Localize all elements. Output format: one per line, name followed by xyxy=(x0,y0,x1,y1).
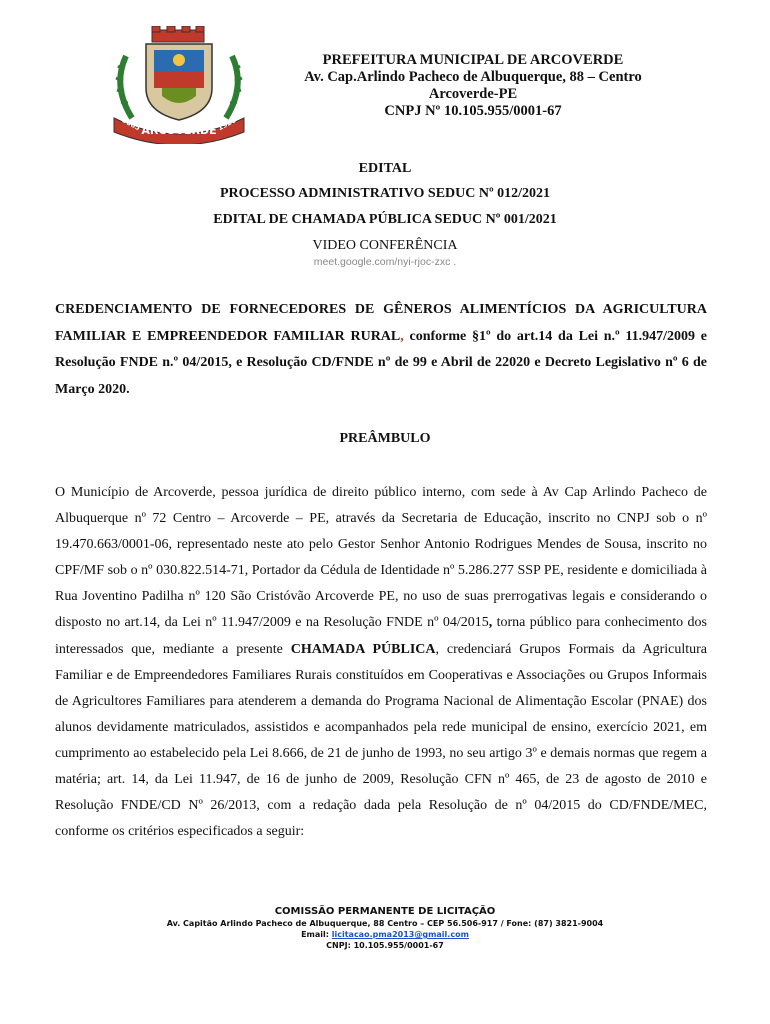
processo-title: PROCESSO ADMINISTRATIVO SEDUC Nº 012/2021 xyxy=(219,186,551,201)
letterhead-city: Arcoverde-PE xyxy=(428,86,518,102)
chamada-title: EDITAL DE CHAMADA PÚBLICA SEDUC Nº 001/2021 xyxy=(213,212,557,227)
credenciamento-part2: conforme §1º do art.14 da Lei n.º 11.947/2009 e Resolução FNDE n.º 04/2015, e Resolução CD/FNDE nº de 99 e Abril de 22020 e Decreto Legislativo nº 6 de Março 2020. xyxy=(55,328,707,397)
footer-email-label: Email: xyxy=(301,930,332,939)
coat-of-arms-icon xyxy=(104,26,254,144)
credenciamento-comma: , xyxy=(400,328,404,344)
preambulo-text-a: O Município de Arcoverde, pessoa jurídica de direito público interno, com sede à Av Cap Arlindo Pacheco de Albuquerque nº 72 Centro – Arcoverde – PE, através da Secretaria de Educação, inscrito no CNPJ sob o nº 19.470.663/0001-06, representado neste ato pelo Gestor Senhor Antonio Rodrigues Mendes de Sousa, inscrito no CPF/MF sob o nº 030.822.514-71, Portador da Cédula de Identidade nº 5.286.277 SSP PE, residente e domiciliada à Rua Joventino Padilha nº 120 São Cristóvão Arcoverde PE, no uso de suas prerrogativas legais e considerando o disposto no art.14, da Lei nº 11.947/2009 e na Resolução FNDE nº 04/2015 xyxy=(55,485,707,631)
preambulo-text-b: torna público para conhecimento dos interessados que, mediante a presente xyxy=(55,615,707,657)
preambulo-comma: , xyxy=(488,615,493,631)
credenciamento-part1: CREDENCIAMENTO DE FORNECEDORES DE GÊNEROS ALIMENTÍCIOS DA AGRICULTURA FAMILIAR E EMPREENDEDOR FAMILIAR RURAL xyxy=(55,302,707,344)
footer xyxy=(0,905,770,951)
preambulo-text-c: , credenciará Grupos Formais da Agricultura Familiar e de Empreendedores Familiares Rurais constituídos em Cooperativas e Associações ou Grupos Informais de Agricultores Familiares para atenderem a demanda do Programa Nacional de Alimentação Escolar (PNAE) dos alunos devidamente matriculados, assistidos e acompanhados pela rede municipal de ensino, exercício 2021, em cumprimento ao estabelecido pela Lei 8.666, de 21 de junho de 1993, no seu artigo 3º e demais normas que regem a matéria; art. 14, da Lei 11.947, de 16 de junho de 2009, Resolução CFN nº 465, de 23 de agosto de 2010 e Resolução FNDE/CD Nº 26/2013, com a redação dada pela Resolução de nº 04/2015 do CD/FNDE/MEC, conforme os critérios especificados a seguir: xyxy=(55,641,707,840)
footer-cnpj: CNPJ: 10.105.955/0001-67 xyxy=(326,941,444,950)
crest-ribbon-text: ARCOVERDE xyxy=(141,124,217,137)
edital-title: EDITAL xyxy=(358,161,412,176)
meet-link[interactable]: meet.google.com/nyi-rjoc-zxc . xyxy=(313,256,457,268)
chamada-publica-bold: CHAMADA PÚBLICA xyxy=(290,641,436,657)
preambulo-title: PREÂMBULO xyxy=(339,431,431,446)
letterhead-title: PREFEITURA MUNICIPAL DE ARCOVERDE xyxy=(322,52,624,68)
footer-email-link[interactable]: licitacao.pma2013@gmail.com xyxy=(331,930,469,939)
letterhead-address: Av. Cap.Arlindo Pacheco de Albuquerque, 88 – Centro xyxy=(304,69,642,85)
footer-title: COMISSÃO PERMANENTE DE LICITAÇÃO xyxy=(274,906,496,917)
crest-year-right: 1928 xyxy=(216,116,238,133)
crest-year-left: 1865 xyxy=(120,116,142,133)
footer-email-line xyxy=(0,929,770,940)
letterhead-cnpj: CNPJ Nº 10.105.955/0001-67 xyxy=(384,103,562,119)
credenciamento-heading xyxy=(55,297,707,403)
video-conference-label: VIDEO CONFERÊNCIA xyxy=(312,238,458,253)
footer-address: Av. Capitão Arlindo Pacheco de Albuquerque, 88 Centro – CEP 56.506-917 / Fone: (87) 3821-9004 xyxy=(166,919,604,928)
letterhead xyxy=(258,52,688,120)
preambulo-paragraph xyxy=(55,480,707,845)
